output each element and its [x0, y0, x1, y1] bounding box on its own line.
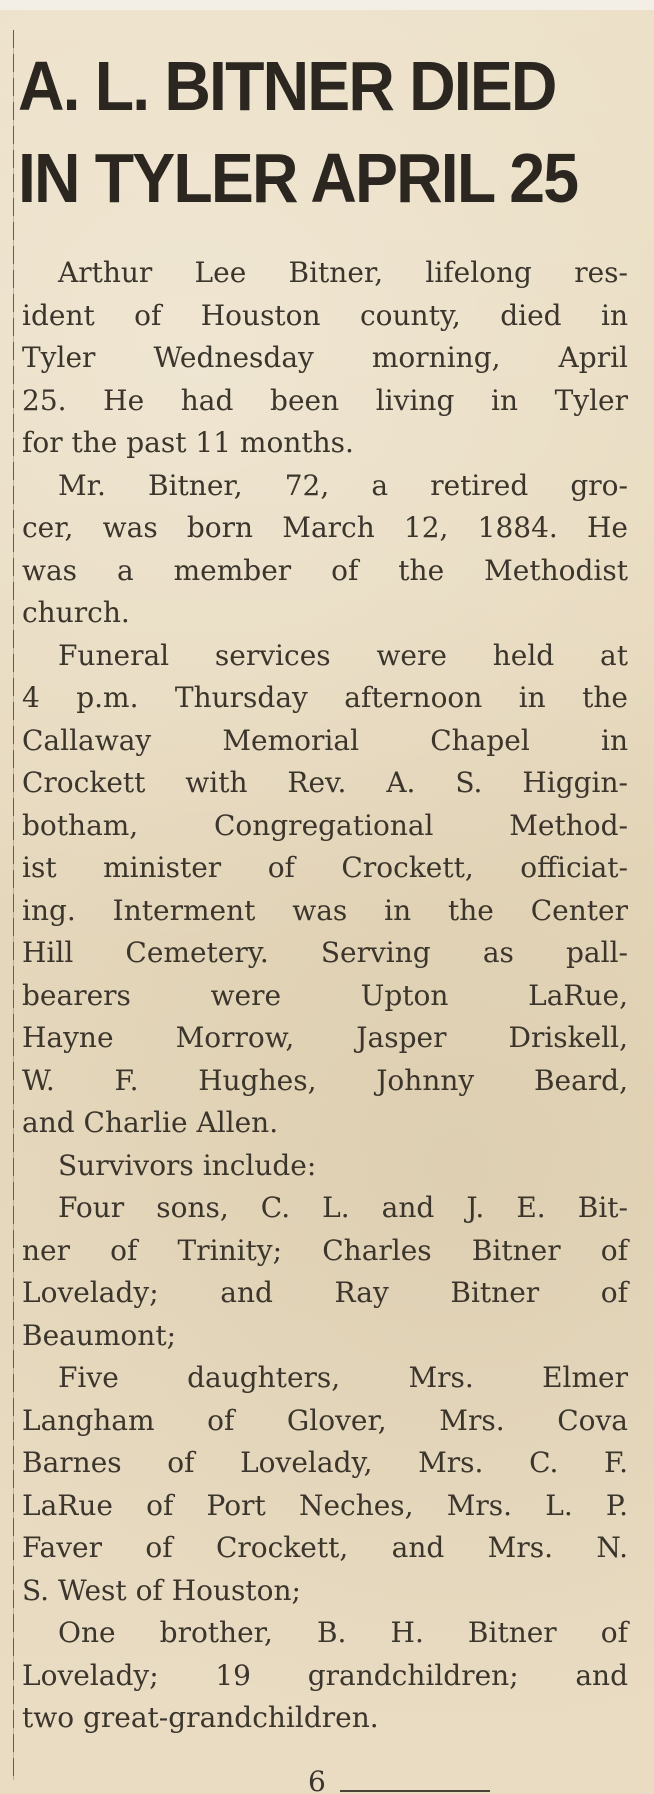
- article-line: bearers were Upton LaRue,: [22, 978, 628, 1012]
- headline-line-1: A. L. BITNER DIED: [18, 47, 556, 125]
- article-line: LaRue of Port Neches, Mrs. L. P.: [22, 1488, 628, 1522]
- article-line: Barnes of Lovelady, Mrs. C. F.: [22, 1446, 628, 1479]
- article-line: botham, Congregational Method-: [22, 808, 628, 842]
- article-line: church.: [22, 596, 130, 629]
- article-line: for the past 11 months.: [22, 426, 354, 459]
- article-line: ist minister of Crockett, officiat-: [22, 851, 628, 884]
- article-line: Arthur Lee Bitner, lifelong res-: [58, 256, 628, 289]
- article-line: 4 p.m. Thursday afternoon in the: [22, 681, 628, 714]
- article-line: Four sons, C. L. and J. E. Bit-: [58, 1191, 628, 1224]
- article-line: two great-grandchildren.: [22, 1701, 379, 1734]
- page-mark: 6: [308, 1765, 326, 1794]
- article-paragraph: [22, 1612, 628, 1740]
- headline: [18, 40, 578, 224]
- paper-top-edge: [0, 0, 654, 10]
- headline-line-2: IN TYLER APRIL 25: [18, 139, 578, 217]
- article-paragraph: [22, 252, 628, 465]
- article-paragraph: [22, 1187, 628, 1357]
- article-line: cer, was born March 12, 1884. He: [22, 511, 628, 544]
- article-line: One brother, B. H. Bitner of: [58, 1616, 628, 1649]
- article-line: and Charlie Allen.: [22, 1106, 279, 1139]
- article-line: 25. He had been living in Tyler: [22, 383, 628, 417]
- article-paragraph: [22, 1357, 628, 1612]
- article-line: Lovelady; 19 grandchildren; and: [22, 1658, 628, 1692]
- article-line: Survivors include:: [58, 1148, 317, 1182]
- article-line: Mr. Bitner, 72, a retired gro-: [58, 468, 628, 502]
- article-line: W. F. Hughes, Johnny Beard,: [22, 1063, 628, 1097]
- article-line: ing. Interment was in the Center: [22, 893, 628, 927]
- column-rule: [13, 30, 14, 1780]
- article-line: Faver of Crockett, and Mrs. N.: [22, 1531, 628, 1564]
- article-line: ner of Trinity; Charles Bitner of: [22, 1233, 628, 1267]
- article-line: Callaway Memorial Chapel in: [22, 723, 628, 757]
- article-paragraph: [22, 465, 628, 635]
- article-line: S. West of Houston;: [22, 1573, 301, 1607]
- article-body: [22, 252, 628, 1740]
- article-line: Crockett with Rev. A. S. Higgin-: [22, 766, 628, 799]
- article-line: Tyler Wednesday morning, April: [22, 341, 628, 374]
- article-line: Beaumont;: [22, 1318, 176, 1352]
- article-line: ident of Houston county, died in: [22, 298, 628, 332]
- article-paragraph: [22, 1145, 628, 1188]
- article-line: Hayne Morrow, Jasper Driskell,: [22, 1021, 628, 1054]
- article-line: Langham of Glover, Mrs. Cova: [22, 1403, 628, 1437]
- article-line: Five daughters, Mrs. Elmer: [58, 1361, 628, 1394]
- article-line: Hill Cemetery. Serving as pall-: [22, 936, 628, 969]
- article-paragraph: [22, 635, 628, 1145]
- article-line: Lovelady; and Ray Bitner of: [22, 1276, 628, 1309]
- article-line: Funeral services were held at: [58, 638, 628, 672]
- article-line: was a member of the Methodist: [22, 553, 628, 587]
- footer-rule: [340, 1790, 490, 1792]
